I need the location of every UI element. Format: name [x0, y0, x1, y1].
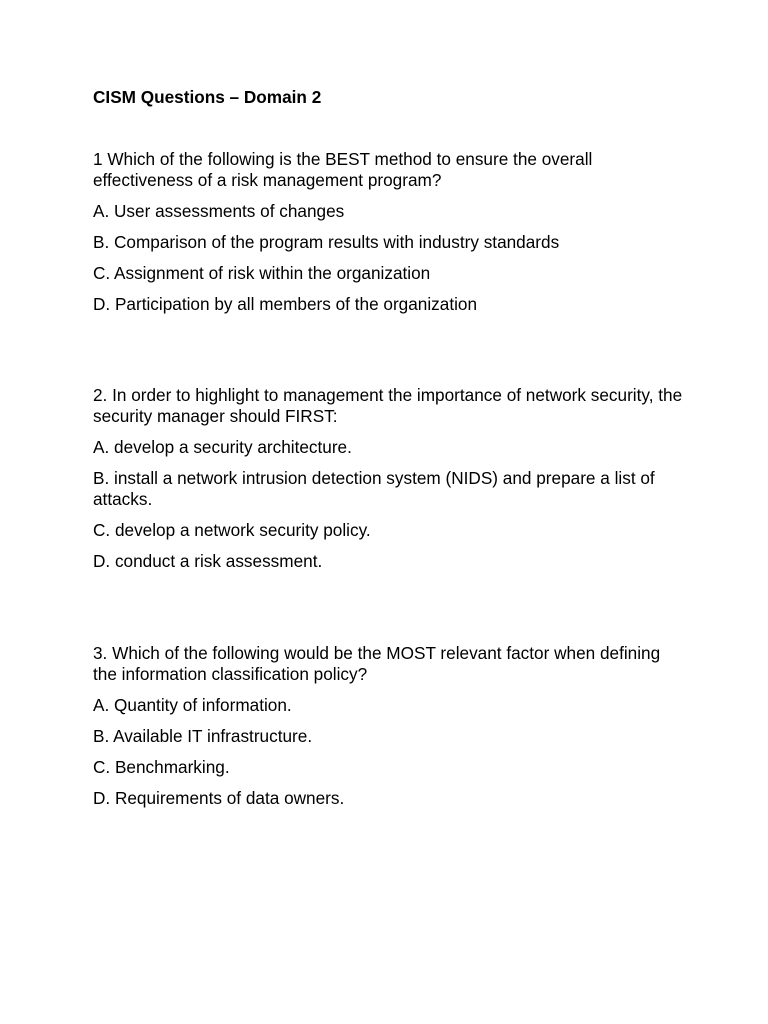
answer-option-b: B. Available IT infrastructure. — [93, 726, 313, 746]
question-stem: 1 Which of the following is the BEST method to ensure the overall effectiveness of a risk management program? — [93, 149, 593, 190]
question-stem: 2. In order to highlight to management the importance of network security, the security manager should FIRST: — [93, 385, 683, 426]
question-3 — [93, 643, 683, 819]
answer-option-b: B. Comparison of the program results with industry standards — [93, 232, 560, 252]
question-stem: 3. Which of the following would be the MOST relevant factor when defining the information classification policy? — [93, 643, 661, 684]
answer-option-d: D. Requirements of data owners. — [93, 788, 345, 808]
answer-option-d: D. Participation by all members of the organization — [93, 294, 478, 314]
answer-option-c: C. develop a network security policy. — [93, 520, 371, 540]
answer-option-c: C. Assignment of risk within the organization — [93, 263, 431, 283]
question-2 — [93, 385, 683, 582]
document-title: CISM Questions – Domain 2 — [93, 87, 322, 107]
answer-option-a: A. develop a security architecture. — [93, 437, 352, 457]
answer-option-c: C. Benchmarking. — [93, 757, 230, 777]
answer-option-a: A. User assessments of changes — [93, 201, 345, 221]
question-1 — [93, 149, 683, 325]
answer-option-a: A. Quantity of information. — [93, 695, 292, 715]
answer-option-b: B. install a network intrusion detection system (NIDS) and prepare a list of attacks. — [93, 468, 655, 509]
answer-option-d: D. conduct a risk assessment. — [93, 551, 323, 571]
